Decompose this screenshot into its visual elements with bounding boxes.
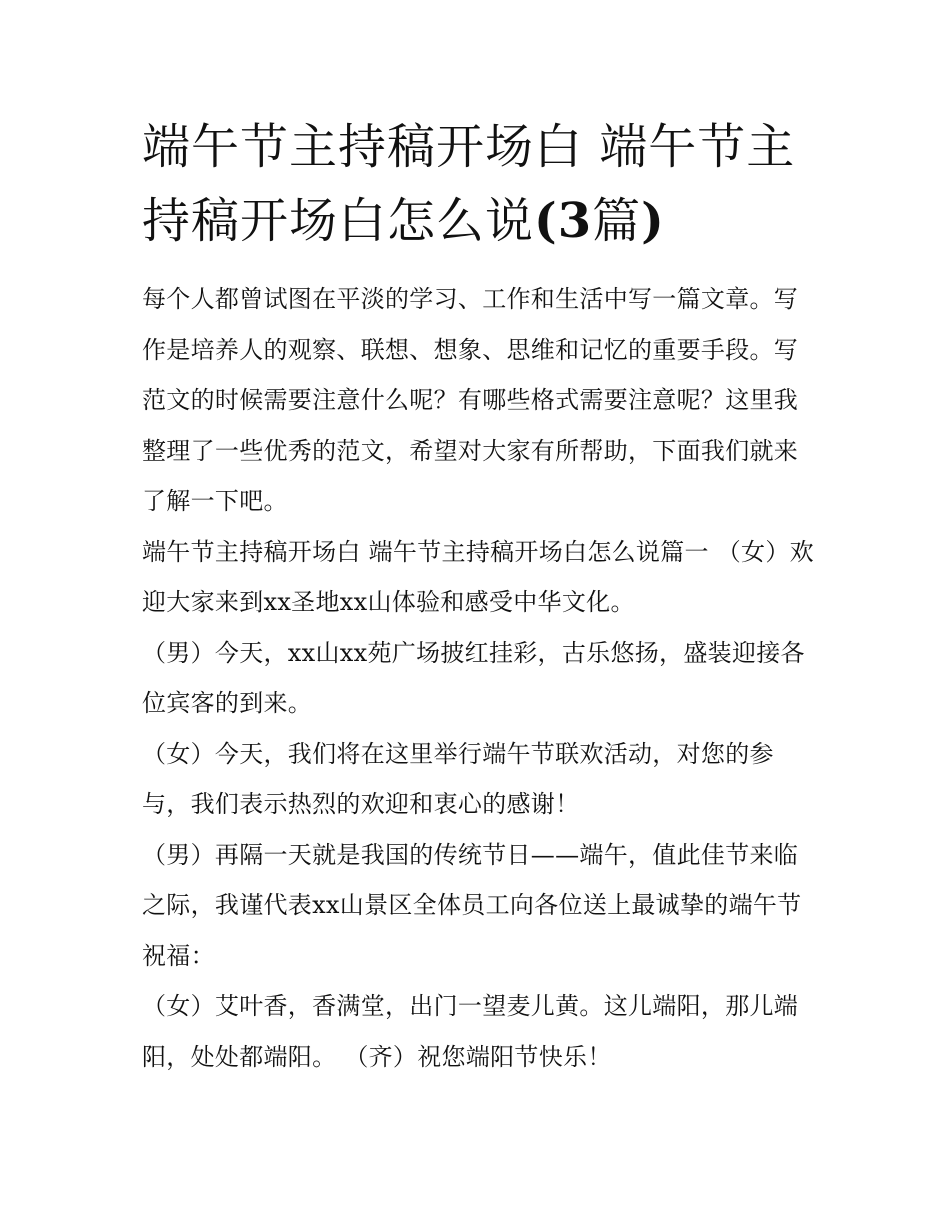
body-paragraph: 每个人都曾试图在平淡的学习、工作和生活中写一篇文章。写作是培养人的观察、联想、想象、思维和记忆的重要手段。写范文的时候需要注意什么呢？有哪些格式需要注意呢？这里我整理了一些优秀的范文，希望对大家有所帮助，下面我们就来了解一下吧。 [142,285,799,515]
body-paragraph: 端午节主持稿开场白 端午节主持稿开场白怎么说篇一 （女）欢迎大家来到xx圣地xx山体验和感受中华文化。 [142,537,814,616]
body-paragraph: （男）再隔一天就是我国的传统节日——端午，值此佳节来临之际，我谨代表xx山景区全体员工向各位送上最诚挚的端午节祝福： [142,840,802,970]
document-title: 端午节主持稿开场白 端午节主持稿开场白怎么说(3篇) [142,119,796,249]
document-page [142,110,814,1082]
title-paren: ) [641,193,665,249]
document-body [142,274,814,1082]
body-paragraph: （女）今天，我们将在这里举行端午节联欢活动，对您的参与，我们表示热烈的欢迎和衷心的感谢！ [142,739,774,818]
body-paragraph: （女）艾叶香，香满堂，出门一望麦儿黄。这儿端阳，那儿端阳，处处都端阳。 （齐）祝您端阳节快乐！ [142,992,799,1071]
title-count: (3 [534,193,593,249]
body-paragraph: （男）今天，xx山xx苑广场披红挂彩，古乐悠扬，盛装迎接各位宾客的到来。 [142,638,805,717]
